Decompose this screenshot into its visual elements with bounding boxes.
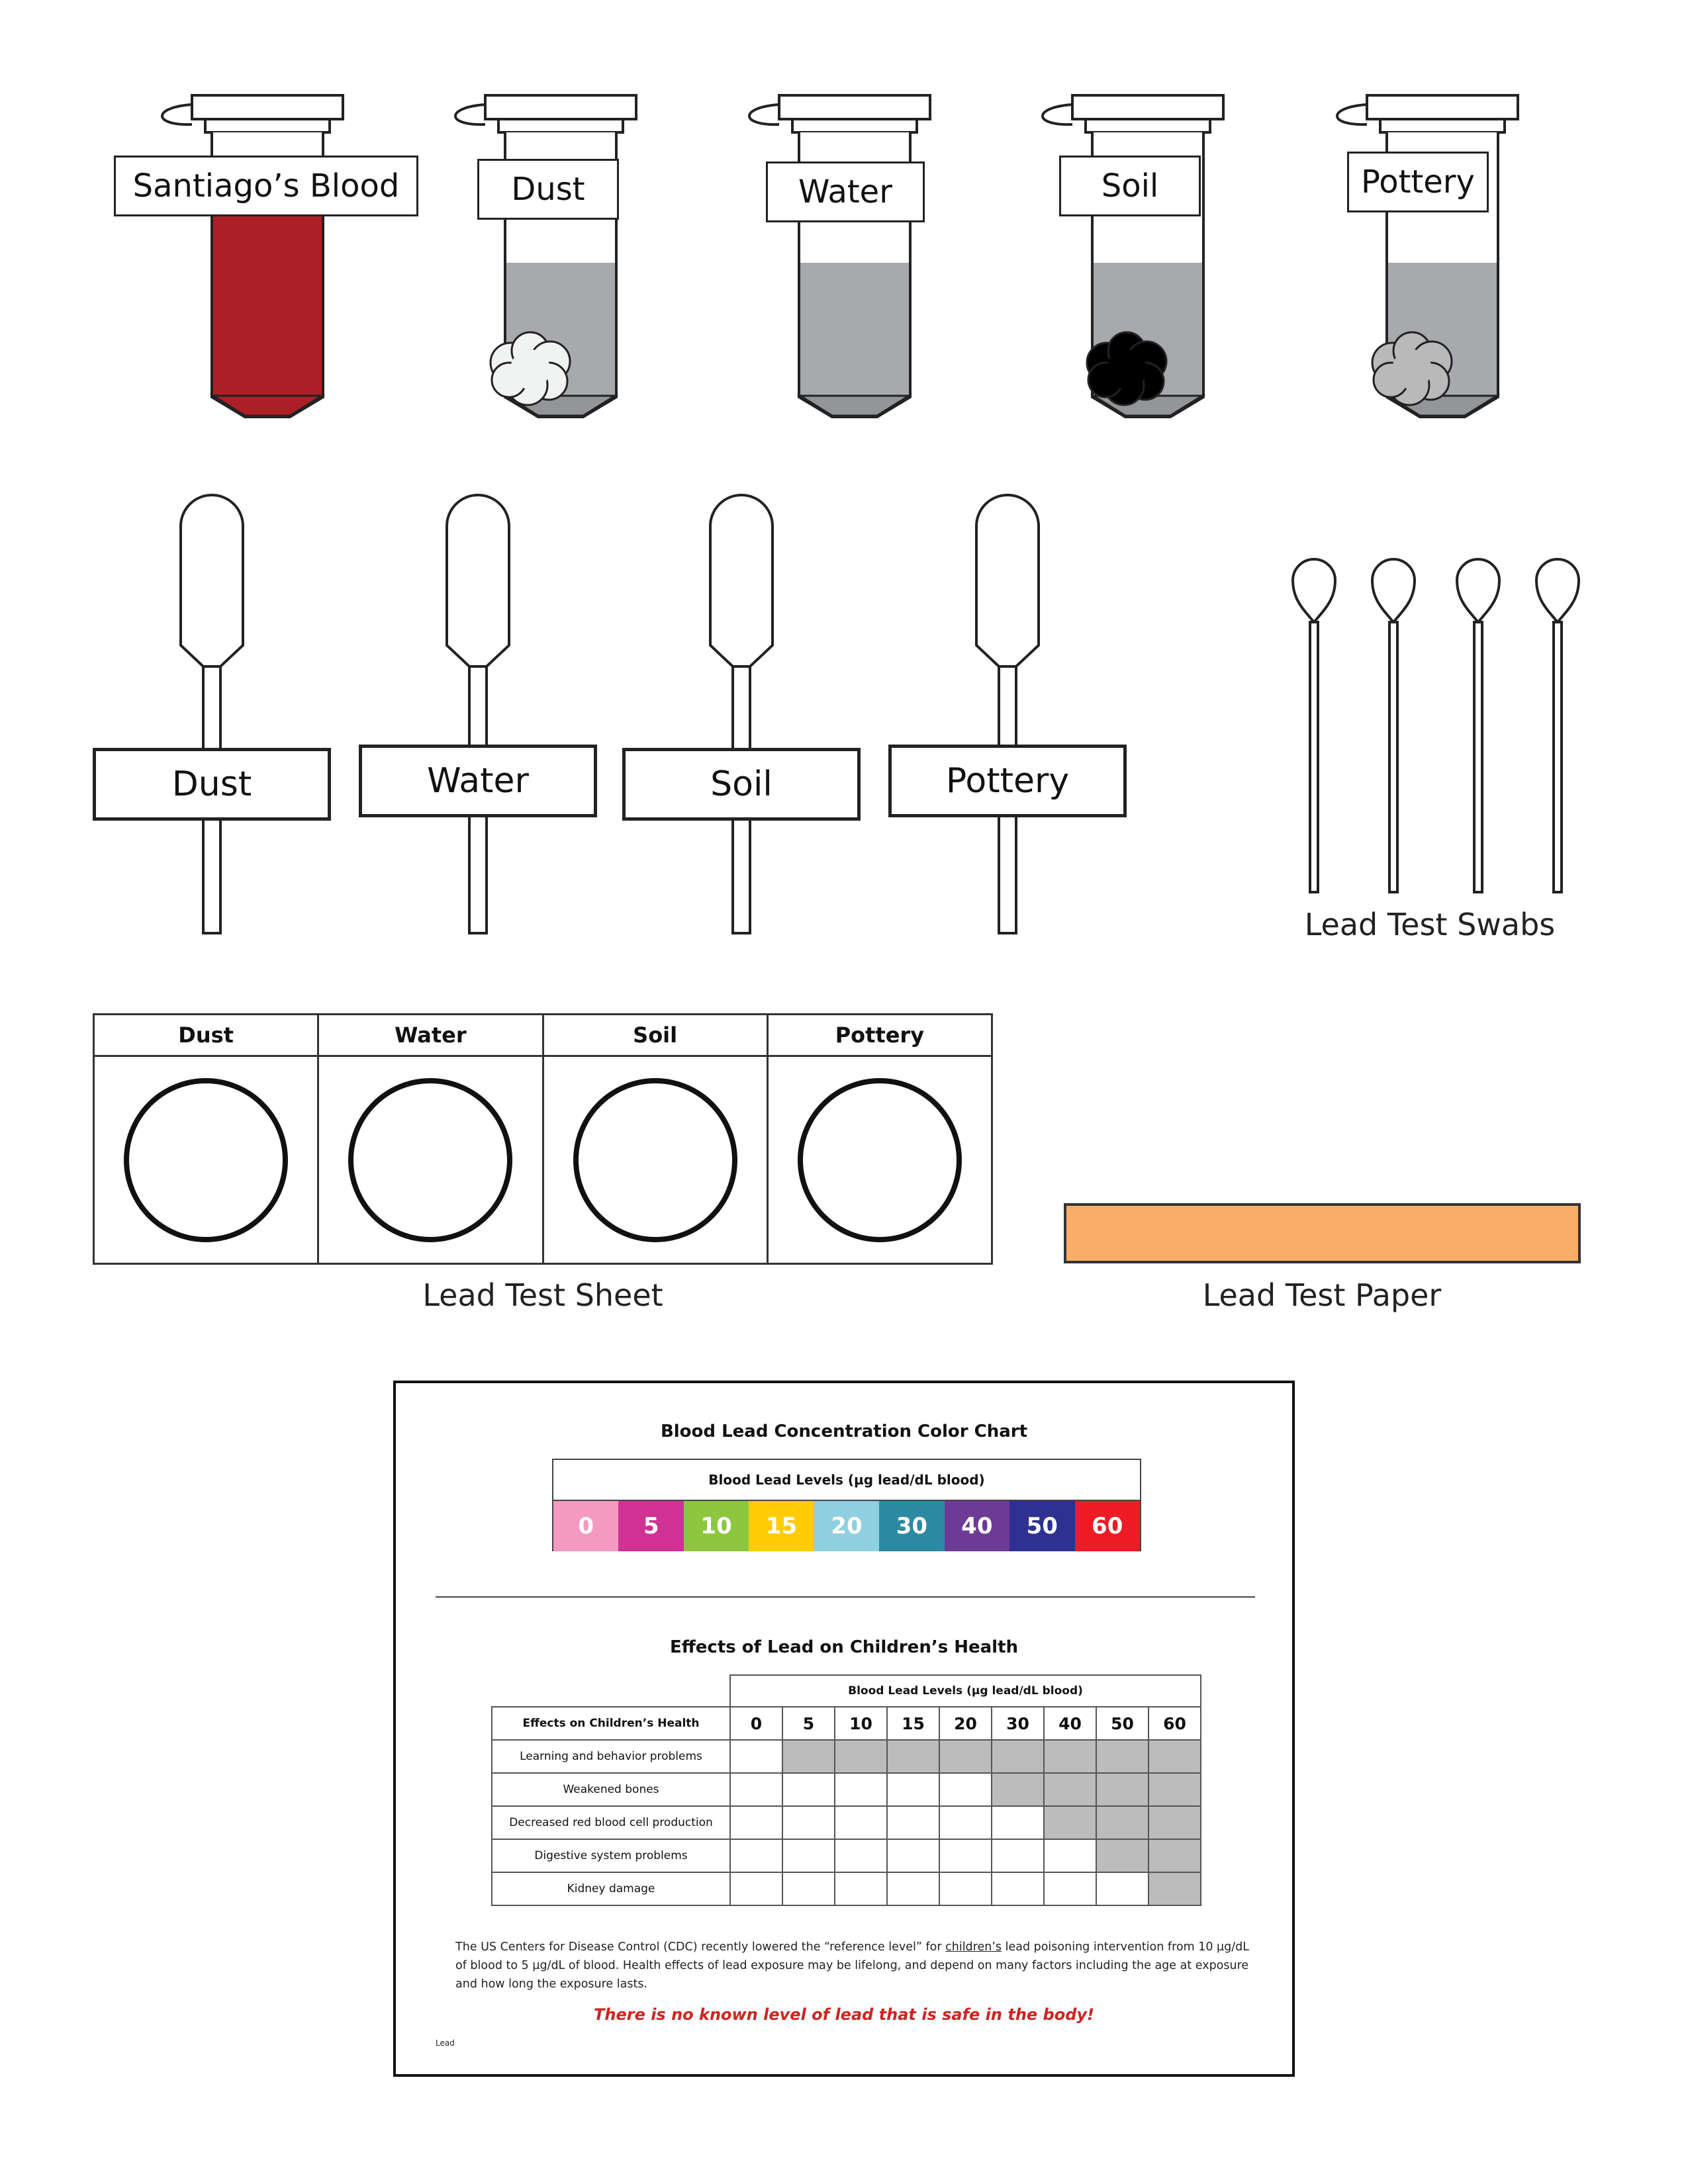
- swatch-10: 10: [684, 1501, 749, 1551]
- level-50: 50: [1096, 1707, 1149, 1740]
- shaded-cell: [992, 1773, 1044, 1806]
- empty-cell: [730, 1773, 782, 1806]
- swab-icon: [1291, 553, 1337, 897]
- empty-cell: [992, 1806, 1044, 1839]
- swab-icon: [1370, 553, 1417, 897]
- sample-tube-water[interactable]: [739, 93, 898, 463]
- test-paper-caption: Lead Test Paper: [1202, 1277, 1442, 1313]
- empty-cell: [939, 1839, 992, 1872]
- swatch-40: 40: [945, 1501, 1009, 1551]
- swatch-50: 50: [1009, 1501, 1074, 1551]
- swab-4[interactable]: [1534, 553, 1581, 897]
- blood-lead-color-scale: [552, 1459, 1141, 1551]
- empty-cell: [782, 1872, 835, 1905]
- shaded-cell: [1096, 1806, 1149, 1839]
- empty-cell: [1044, 1872, 1096, 1905]
- sheet-cell: [544, 1057, 767, 1263]
- pipette-label-pottery: Pottery: [888, 745, 1127, 817]
- effects-header-row: [492, 1675, 1201, 1707]
- pipette-label-dust: Dust: [93, 748, 331, 821]
- effect-label: Weakened bones: [492, 1773, 730, 1806]
- empty-cell: [939, 1773, 992, 1806]
- empty-cell: [1044, 1839, 1096, 1872]
- sheet-header: Dust: [95, 1015, 317, 1057]
- lead-test-paper[interactable]: [1064, 1203, 1581, 1263]
- pipette-label-water: Water: [359, 745, 597, 817]
- shaded-cell: [1096, 1740, 1149, 1773]
- sheet-column-water: [319, 1015, 543, 1263]
- level-15: 15: [887, 1707, 939, 1740]
- empty-cell: [782, 1773, 835, 1806]
- empty-cell: [939, 1806, 992, 1839]
- swatch-5: 5: [618, 1501, 683, 1551]
- swabs-caption: Lead Test Swabs: [1304, 907, 1556, 942]
- shaded-cell: [887, 1740, 939, 1773]
- levels-header: Blood Lead Levels (µg lead/dL blood): [730, 1675, 1201, 1707]
- shaded-cell: [782, 1740, 835, 1773]
- shaded-cell: [992, 1740, 1044, 1773]
- pipette-drawing: [888, 493, 1127, 943]
- pipette-drawing: [359, 493, 597, 943]
- test-circle-dust[interactable]: [124, 1078, 288, 1242]
- sample-tube-dust[interactable]: [445, 93, 604, 463]
- sheet-column-dust: [95, 1015, 319, 1263]
- sheet-column-soil: [544, 1015, 769, 1263]
- empty-cell: [730, 1740, 782, 1773]
- effect-label: Kidney damage: [492, 1872, 730, 1905]
- sheet-cell: [319, 1057, 541, 1263]
- tube-label-water: Water: [766, 161, 925, 222]
- swatch-60: 60: [1075, 1501, 1140, 1551]
- level-20: 20: [939, 1707, 992, 1740]
- pipette-water[interactable]: [359, 493, 597, 956]
- levels-row: [492, 1707, 1201, 1740]
- level-10: 10: [835, 1707, 887, 1740]
- table-row: [492, 1872, 1201, 1905]
- empty-cell: [730, 1839, 782, 1872]
- pottery-sample-blob: [1372, 332, 1452, 405]
- section-divider: [436, 1596, 1255, 1598]
- effects-table: [491, 1674, 1201, 1906]
- lead-test-sheet: [93, 1013, 993, 1265]
- tube-drawing: [152, 93, 391, 437]
- swatch-15: 15: [749, 1501, 814, 1551]
- effects-title: Effects of Lead on Children’s Health: [669, 1637, 1019, 1657]
- empty-cell: [782, 1806, 835, 1839]
- swab-2[interactable]: [1370, 553, 1417, 897]
- swatch-30: 30: [879, 1501, 944, 1551]
- tube-drawing: [739, 93, 978, 437]
- empty-cell: [992, 1872, 1044, 1905]
- effects-column-header: Effects on Children’s Health: [492, 1707, 730, 1740]
- pipette-drawing: [93, 493, 331, 943]
- table-row: [492, 1740, 1201, 1773]
- sheet-header: Pottery: [769, 1015, 991, 1057]
- footer-label: Lead: [436, 2038, 455, 2048]
- color-chart-title: Blood Lead Concentration Color Chart: [660, 1422, 1028, 1441]
- swab-3[interactable]: [1455, 553, 1501, 897]
- dust-sample-blob: [491, 332, 570, 405]
- level-0: 0: [730, 1707, 782, 1740]
- sheet-column-pottery: [769, 1015, 991, 1263]
- empty-cell: [835, 1872, 887, 1905]
- swatch-20: 20: [814, 1501, 879, 1551]
- blank-cell: [492, 1675, 730, 1707]
- effect-label: Digestive system problems: [492, 1839, 730, 1872]
- shaded-cell: [1149, 1872, 1201, 1905]
- level-40: 40: [1044, 1707, 1096, 1740]
- safety-warning: There is no known level of lead that is safe in the body!: [594, 2005, 1094, 2024]
- swatch-0: 0: [553, 1501, 618, 1551]
- shaded-cell: [1149, 1839, 1201, 1872]
- sheet-header: Soil: [544, 1015, 767, 1057]
- pipette-drawing: [622, 493, 861, 943]
- empty-cell: [992, 1839, 1044, 1872]
- shaded-cell: [1149, 1806, 1201, 1839]
- tube-drawing: [1327, 93, 1566, 437]
- shaded-cell: [1044, 1740, 1096, 1773]
- cdc-note-part2: lead poisoning intervention from 10 µg/dL of blood to 5 µg/dL of blood. Health effects of lead exposure may be lifelong, and depend on many factors including the age at exposure and how long the exposure lasts.: [455, 1940, 1250, 1991]
- tube-label-dust: Dust: [477, 159, 619, 220]
- table-row: [492, 1773, 1201, 1806]
- empty-cell: [887, 1773, 939, 1806]
- test-circle-pottery[interactable]: [798, 1078, 962, 1242]
- sheet-cell: [95, 1057, 317, 1263]
- pipette-label-soil: Soil: [622, 748, 861, 821]
- level-30: 30: [992, 1707, 1044, 1740]
- sample-tube-blood[interactable]: [132, 93, 400, 463]
- empty-cell: [835, 1806, 887, 1839]
- empty-cell: [730, 1872, 782, 1905]
- sample-tube-soil[interactable]: [1033, 93, 1192, 463]
- shaded-cell: [1149, 1773, 1201, 1806]
- empty-cell: [939, 1872, 992, 1905]
- cdc-note-underlined: children’s: [945, 1940, 1002, 1954]
- sheet-header: Water: [319, 1015, 541, 1057]
- cdc-note-part1: The US Centers for Disease Control (CDC) recently lowered the “reference level” for: [455, 1940, 946, 1954]
- pipette-soil[interactable]: [622, 493, 861, 956]
- color-swatches: [553, 1501, 1140, 1551]
- level-5: 5: [782, 1707, 835, 1740]
- pipette-pottery[interactable]: [888, 493, 1127, 956]
- table-row: [492, 1806, 1201, 1839]
- shaded-cell: [835, 1740, 887, 1773]
- table-row: [492, 1839, 1201, 1872]
- empty-cell: [730, 1806, 782, 1839]
- sample-tube-pottery[interactable]: [1327, 93, 1486, 463]
- empty-cell: [887, 1872, 939, 1905]
- shaded-cell: [1096, 1839, 1149, 1872]
- shaded-cell: [1044, 1773, 1096, 1806]
- cdc-note: [455, 1938, 1250, 1993]
- empty-cell: [782, 1839, 835, 1872]
- effect-label: Decreased red blood cell production: [492, 1806, 730, 1839]
- empty-cell: [887, 1839, 939, 1872]
- swab-icon: [1455, 553, 1501, 897]
- swab-1[interactable]: [1291, 553, 1337, 897]
- tube-drawing: [445, 93, 684, 437]
- level-60: 60: [1149, 1707, 1201, 1740]
- effect-label: Learning and behavior problems: [492, 1740, 730, 1773]
- color-scale-header: Blood Lead Levels (µg lead/dL blood): [553, 1460, 1140, 1501]
- tube-label-soil: Soil: [1059, 156, 1201, 216]
- pipette-dust[interactable]: [93, 493, 331, 956]
- tube-label-pottery: Pottery: [1347, 152, 1489, 212]
- empty-cell: [887, 1806, 939, 1839]
- shaded-cell: [939, 1740, 992, 1773]
- shaded-cell: [1044, 1806, 1096, 1839]
- empty-cell: [1096, 1872, 1149, 1905]
- empty-cell: [835, 1773, 887, 1806]
- shaded-cell: [1096, 1773, 1149, 1806]
- test-circle-soil[interactable]: [573, 1078, 737, 1242]
- blood-lead-chart-card: [393, 1381, 1295, 2077]
- tube-label-blood: Santiago’s Blood: [114, 156, 418, 216]
- test-sheet-caption: Lead Test Sheet: [422, 1277, 663, 1313]
- sheet-cell: [769, 1057, 991, 1263]
- swab-icon: [1534, 553, 1581, 897]
- test-circle-water[interactable]: [348, 1078, 512, 1242]
- empty-cell: [835, 1839, 887, 1872]
- tube-drawing: [1033, 93, 1271, 437]
- shaded-cell: [1149, 1740, 1201, 1773]
